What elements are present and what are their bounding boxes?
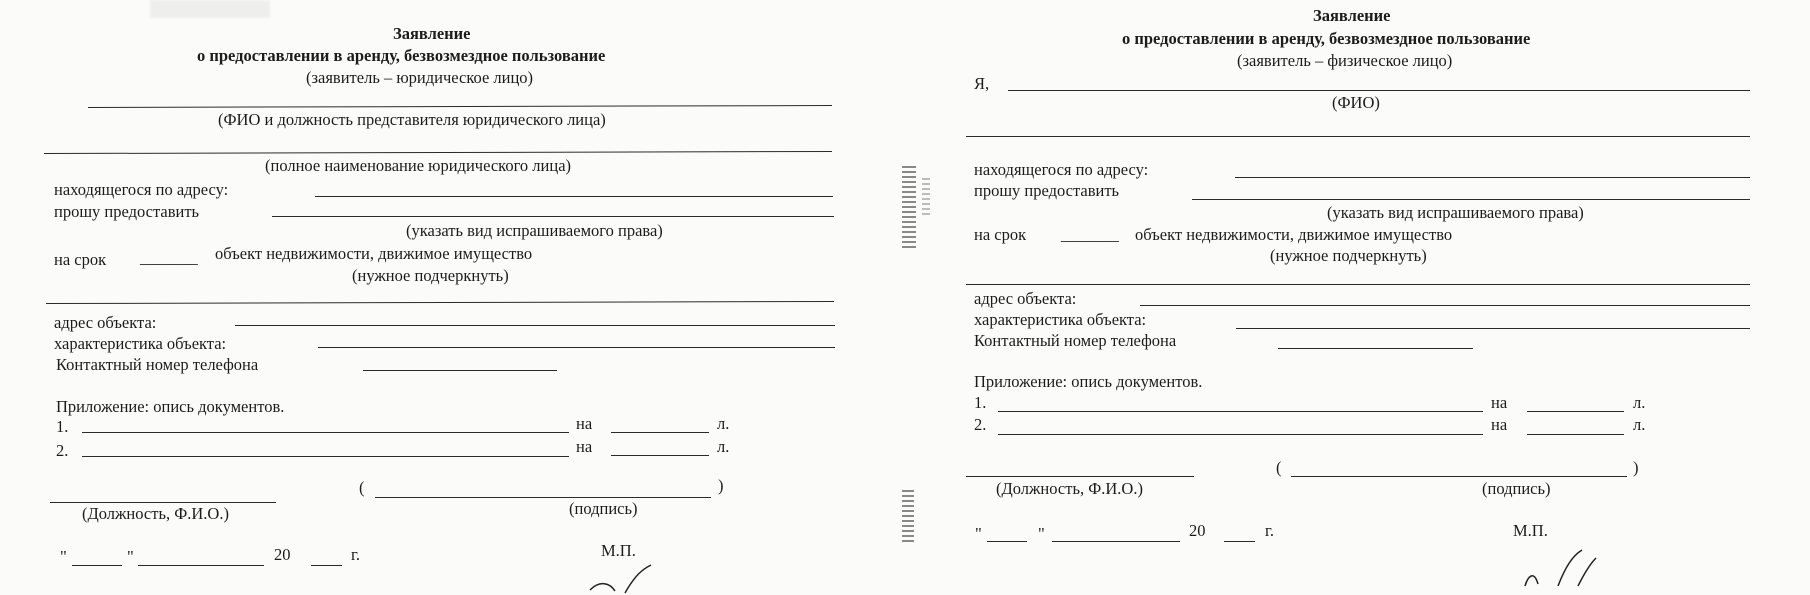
left-item-1-line: [82, 432, 569, 433]
left-object-char-line: [318, 347, 835, 348]
left-item-2-on: на: [576, 437, 593, 456]
left-term-blank: _______: [140, 248, 198, 267]
right-item-1-on: на: [1491, 393, 1508, 412]
right-date-month-line: [1052, 541, 1180, 542]
left-item-2-pages: л.: [717, 437, 730, 456]
left-attachment-label: Приложение: опись документов.: [56, 397, 285, 416]
left-right-caption: (указать вид испрашиваемого права): [406, 221, 663, 240]
right-object-char-line: [1236, 328, 1750, 329]
right-term-blank: _______: [1061, 225, 1119, 244]
right-signature-line: [1291, 476, 1627, 477]
right-paren-close: ): [1633, 458, 1639, 477]
left-applicant-type: (заявитель – юридическое лицо): [306, 68, 534, 87]
right-date-quote-close: ": [1038, 524, 1045, 543]
right-request-label: прошу предоставить: [974, 181, 1120, 200]
right-subtitle: о предоставлении в аренду, безвозмездное пользование: [1122, 29, 1531, 48]
right-item-1-pages-line: [1527, 411, 1624, 412]
right-item-2-line: [998, 434, 1483, 435]
left-signature-caption: (подпись): [569, 499, 638, 518]
left-object-line: [46, 301, 834, 304]
right-position-caption: (Должность, Ф.И.О.): [996, 479, 1143, 498]
left-org-caption: (полное наименование юридического лица): [265, 156, 572, 175]
left-item-2-num: 2.: [56, 441, 69, 460]
right-year-prefix: 20: [1189, 521, 1206, 540]
right-object-address-label: адрес объекта:: [974, 289, 1077, 308]
right-paren-open: (: [1276, 458, 1282, 477]
left-year-line: [311, 565, 342, 566]
right-item-2-num: 2.: [974, 415, 987, 434]
right-i-label: Я,: [974, 74, 990, 93]
left-item-1-num: 1.: [56, 417, 69, 436]
scan-artifact-bottom: [902, 490, 914, 544]
left-rep-caption: (ФИО и должность представителя юридического лица): [218, 110, 606, 129]
left-year-suffix: г.: [351, 545, 361, 564]
left-date-day-line: [72, 565, 122, 566]
right-underline-note: (нужное подчеркнуть): [1270, 246, 1427, 265]
right-right-caption: (указать вид испрашиваемого права): [1327, 203, 1584, 222]
left-date-quote-open: ": [60, 547, 67, 566]
left-date-quote-close: ": [127, 547, 134, 566]
right-term-label: на срок: [974, 225, 1027, 244]
left-object-text: объект недвижимости, движимое имущество: [215, 244, 533, 263]
left-signature-line: [375, 497, 711, 498]
right-position-line: [966, 476, 1194, 477]
scan-smudge: [150, 0, 270, 18]
left-seal: М.П.: [601, 541, 636, 560]
left-item-2-pages-line: [611, 455, 709, 456]
right-address-line: [1235, 177, 1750, 178]
left-org-line: [44, 151, 832, 154]
right-object-text: объект недвижимости, движимое имущество: [1135, 225, 1453, 244]
scan-artifact-top: [902, 166, 916, 248]
right-item-1-line: [998, 411, 1483, 412]
scan-artifact-mid: [922, 178, 930, 218]
left-item-1-pages: л.: [717, 414, 730, 433]
right-attachment-label: Приложение: опись документов.: [974, 372, 1203, 391]
right-object-line: [966, 284, 1750, 285]
left-phone-line: [363, 370, 557, 371]
left-term-label: на срок: [54, 250, 107, 269]
right-applicant-type: (заявитель – физическое лицо): [1237, 51, 1453, 70]
right-signature-caption: (подпись): [1482, 479, 1551, 498]
left-position-caption: (Должность, Ф.И.О.): [82, 504, 229, 523]
right-date-day-line: [987, 541, 1027, 542]
right-fio-line-2: [966, 136, 1750, 137]
left-date-month-line: [138, 565, 264, 566]
right-address-label: находящегося по адресу:: [974, 160, 1149, 179]
right-date-quote-open: ": [975, 524, 982, 543]
right-item-2-pages: л.: [1633, 415, 1646, 434]
left-request-line: [272, 216, 834, 217]
left-item-1-on: на: [576, 414, 593, 433]
right-fio-line: [1008, 90, 1750, 91]
right-object-char-label: характеристика объекта:: [974, 310, 1147, 329]
right-item-1-pages: л.: [1633, 393, 1646, 412]
left-object-address-label: адрес объекта:: [54, 313, 157, 332]
right-title: Заявление: [1313, 6, 1391, 25]
left-position-line: [50, 502, 276, 503]
right-year-suffix: г.: [1265, 521, 1275, 540]
left-item-2-line: [82, 456, 569, 457]
left-underline-note: (нужное подчеркнуть): [352, 266, 509, 285]
left-phone-label: Контактный номер телефона: [56, 355, 259, 374]
right-phone-line: [1278, 348, 1473, 349]
left-request-label: прошу предоставить: [54, 202, 200, 221]
right-request-line: [1192, 199, 1750, 200]
right-item-2-on: на: [1491, 415, 1508, 434]
left-item-1-pages-line: [611, 432, 709, 433]
left-rep-line: [88, 105, 832, 108]
right-phone-label: Контактный номер телефона: [974, 331, 1177, 350]
left-subtitle: о предоставлении в аренду, безвозмездное пользование: [197, 46, 606, 65]
left-title: Заявление: [393, 24, 471, 43]
right-year-line: [1224, 541, 1255, 542]
left-address-label: находящегося по адресу:: [54, 180, 229, 199]
right-fio-caption: (ФИО): [1332, 93, 1380, 112]
right-seal: М.П.: [1513, 521, 1548, 540]
right-item-2-pages-line: [1527, 434, 1624, 435]
left-year-prefix: 20: [274, 545, 291, 564]
right-signature-mark: [1520, 550, 1600, 588]
right-object-address-line: [1140, 305, 1750, 306]
left-paren-open: (: [359, 478, 365, 497]
left-paren-close: ): [718, 476, 724, 495]
left-signature-mark: [585, 565, 655, 595]
left-object-address-line: [235, 325, 835, 326]
left-object-char-label: характеристика объекта:: [54, 334, 227, 353]
left-address-line: [315, 196, 833, 197]
right-item-1-num: 1.: [974, 393, 987, 412]
